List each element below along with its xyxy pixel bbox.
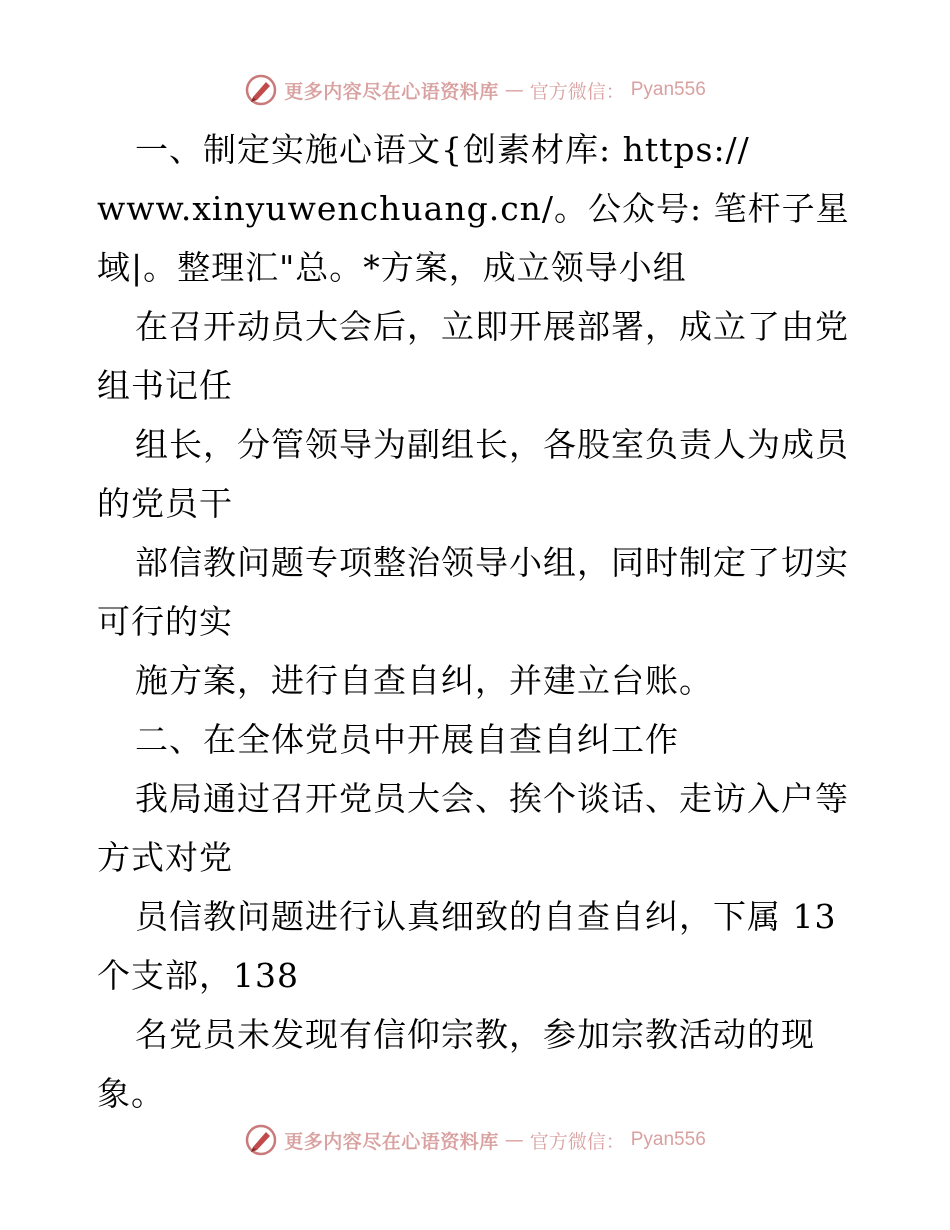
separator: —: [504, 1129, 524, 1151]
text-line: 域|。整理汇"总。*方案，成立领导小组: [97, 248, 687, 287]
text-line: 一、制定实施心语文{创素材库: https://: [135, 130, 750, 169]
text-line: 在召开动员大会后，立即开展部署，成立了由党: [135, 307, 849, 346]
wechat-label: 官方微信：: [529, 80, 625, 103]
document-body: [97, 120, 857, 1123]
header-banner: [0, 70, 950, 110]
text-line: 部信教问题专项整治领导小组，同时制定了切实: [135, 543, 849, 582]
text-line: 可行的实: [97, 602, 233, 641]
separator: —: [504, 79, 524, 101]
text-line: 员信教问题进行认真细致的自查自纠，下属 13: [135, 897, 837, 936]
footer-banner: [0, 1120, 950, 1160]
text-line: 施方案，进行自查自纠，并建立台账。: [135, 661, 713, 700]
text-line: 组书记任: [97, 366, 233, 405]
text-line: 名党员未发现有信仰宗教，参加宗教活动的现: [135, 1015, 815, 1054]
section-heading: 二、在全体党员中开展自查自纠工作: [135, 720, 679, 759]
wechat-label: 官方微信：: [529, 1130, 625, 1153]
text-line: 个支部，138: [97, 956, 299, 995]
text-line: 象。: [97, 1074, 165, 1113]
text-line: 的党员干: [97, 484, 233, 523]
text-line: 组长，分管领导为副组长，各股室负责人为成员: [135, 425, 849, 464]
pen-circle-logo-icon: [244, 73, 278, 107]
wechat-handle: Pyan556: [630, 79, 706, 100]
brand-text: 更多内容尽在心语资料库: [284, 80, 499, 103]
pen-circle-logo-icon: [244, 1123, 278, 1157]
text-line: 我局通过召开党员大会、挨个谈话、走访入户等: [135, 779, 849, 818]
wechat-handle: Pyan556: [630, 1129, 706, 1150]
brand-text: 更多内容尽在心语资料库: [284, 1130, 499, 1153]
text-line: 方式对党: [97, 838, 233, 877]
text-line: www.xinyuwenchuang.cn/。公众号: 笔杆子星: [97, 189, 850, 228]
